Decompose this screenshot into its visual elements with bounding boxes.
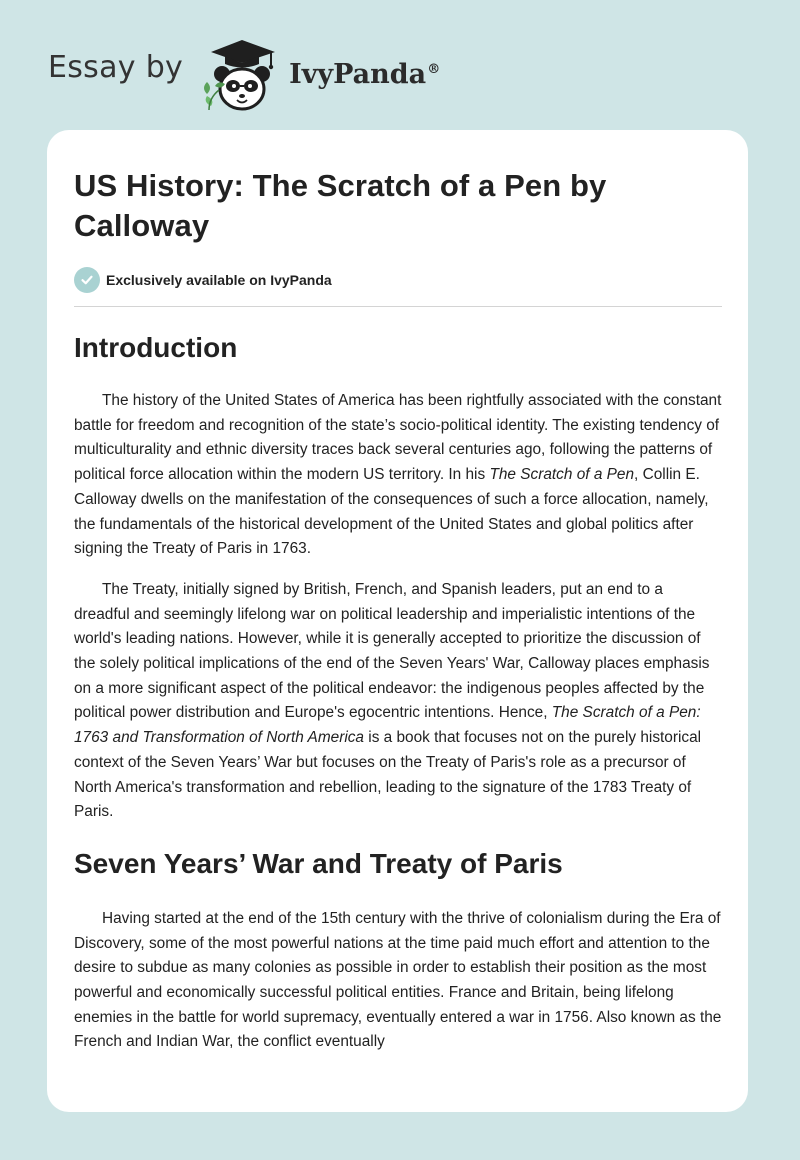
paragraph <box>74 578 722 825</box>
panda-graduate-logo-icon[interactable] <box>197 34 287 114</box>
book-title: The Scratch of a Pen <box>489 466 635 484</box>
check-circle-icon <box>74 267 100 293</box>
paragraph-text: The Treaty, initially signed by British, French, and Spanish leaders, put an end to a dreadful and seemingly lifelong war on political leadership and imperialistic intentions of the world's leading nations. However, while it is generally accepted to prioritize the discussion of the solely political implications of the end of the Seven Years' War, Calloway places emphasis on a more significant aspect of the political endeavor: the indigenous peoples affected by the political power distribution and Europe's egocentric intentions. Hence, <box>74 580 710 722</box>
paragraph <box>74 389 722 562</box>
essay-card <box>47 130 748 1112</box>
exclusive-badge-label: Exclusively available on IvyPanda <box>106 272 332 288</box>
paragraph-text: The history of the United States of America has been rightfully associated with the constant battle for freedom and recognition of the state’s socio-political identity. The existing tendency of multiculturality and ethnic diversity traces back several centuries ago, following the patterns of political force allocation within the modern US territory. In his <box>74 392 722 484</box>
section-seven-years-war <box>74 846 722 1055</box>
section-heading: Introduction <box>74 332 238 363</box>
section-introduction <box>74 330 722 825</box>
title-divider <box>74 306 722 307</box>
registered-mark: ® <box>427 61 441 77</box>
essay-title: US History: The Scratch of a Pen by Calloway <box>74 168 607 243</box>
brand-name[interactable] <box>289 59 440 90</box>
brand-name-text: IvyPanda <box>289 58 427 90</box>
section-heading: Seven Years’ War and Treaty of Paris <box>74 847 563 879</box>
book-title: The Scratch of a Pen: 1763 and Transformation of North America <box>74 704 701 747</box>
site-header <box>48 34 440 114</box>
essay-by-label: Essay by <box>48 49 184 85</box>
paragraph-text: is a book that focuses not on the purely historical context of the Seven Years’ War but focuses on the Treaty of Paris's role as a precursor of North America's transformation and rebellion, leading to the signature of the 1783 Treaty of Paris. <box>74 729 702 821</box>
paragraph: Having started at the end of the 15th century with the thrive of colonialism during the Era of Discovery, some of the most powerful nations at the time paid much effort and attention to the desire to subdue as many colonies as possible in order to establish their position as the most powerful and economically successful political entities. France and Britain, being lifelong enemies in the battle for world supremacy, eventually entered a war in 1756. Also known as the French and Indian War, the conflict eventually <box>74 909 722 1051</box>
paragraph-text: , Collin E. Calloway dwells on the manifestation of the consequences of such a force allocation, namely, the fundamentals of the historical development of the United States and global politics after signing the Treaty of Paris in 1763. <box>74 466 709 558</box>
exclusive-badge <box>74 267 722 293</box>
